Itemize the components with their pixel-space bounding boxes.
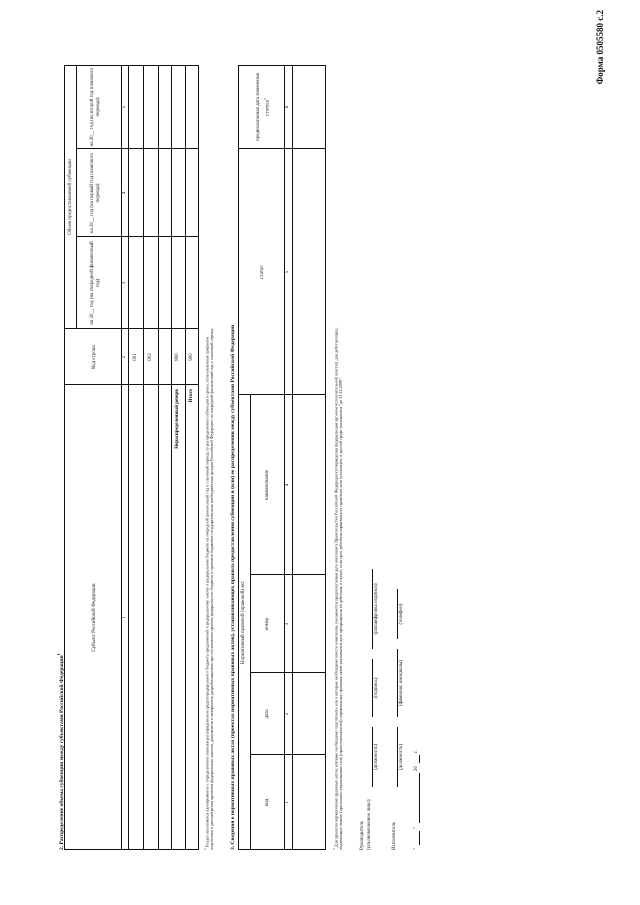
footnote-1-line2: подготовки и рассмотрения проектов федеральных законов, документов и материалов, разрабатываемых при составлении проекта федерального бюджета и проектов бюджетов государственных внебюджетных фондов Российской Федерации на очередной финансовый год и плановый период. [209, 328, 214, 850]
executor-label: Исполнитель [392, 822, 397, 850]
col-number: 6 [285, 105, 290, 109]
col-year2-header: на 20__ год (на первый год планового периода) [90, 152, 101, 234]
col-year3-header: на 20__ год (на второй год планового периода) [90, 67, 101, 147]
col-number: 5 [285, 270, 290, 274]
footnote-2-mark: 2 [332, 848, 336, 850]
col-volume-header: Объем предоставляемой субвенции [68, 159, 73, 235]
footnote-2-line2: подлежащих отмене (признанию утратившими силу (приостановлению)) нормативных правовых актов указывается дата прекращения их действия, в случае, если срок действия нормативного правового акта установлен, в данной графе указывается "до 31.12.2099". [338, 377, 343, 850]
col-status-header: статус [260, 265, 265, 279]
col-number: 3 [122, 281, 127, 285]
footnote-2-text: Для проектов нормативных правовых актов, которые необходимо подготовить или в которые необходимо внести изменения, указывается предполагаемая дата внесения в Правительство Российской Федерации (утверждения федеральным органом исполнительной власти); для действующих, [333, 327, 339, 848]
col-code-header: Код строки [92, 345, 97, 369]
head-decode-line [372, 569, 373, 649]
exec-position-caption: (должность) [399, 743, 404, 771]
head-signature-caption: (подпись) [374, 677, 379, 699]
head-signature-line [372, 659, 373, 717]
exec-fio-line [397, 649, 398, 717]
date-year-suffix: г. [414, 750, 419, 753]
row-divider [76, 65, 77, 329]
exec-position-line [397, 727, 398, 787]
col-subject-header: Субъект Российской Федерации [92, 583, 97, 652]
exec-phone-line [397, 589, 398, 639]
undistributed-label: Нераспределенный резерв [175, 389, 180, 449]
date-open-quote: " [414, 847, 419, 850]
date-month-line [419, 773, 420, 823]
col-data-header: дата [265, 709, 270, 719]
date-year-line [419, 755, 420, 763]
col-number: 1 [285, 801, 290, 804]
col-nomer-header: номер [265, 617, 270, 631]
head-label-sub: (уполномоченное лицо) [367, 799, 372, 850]
exec-phone-caption: (телефон) [399, 603, 404, 625]
exec-fio-caption: (фамилия, инициалы) [399, 659, 404, 707]
form-code: Форма 0505580 с.2 [595, 10, 605, 85]
section3-heading: 3. Сведения о нормативных правовых актах (проектах нормативных правовых актов), устанавливающих правила предоставления субвенции и (или) ее распределения между субъектами Российской Федерации [230, 324, 236, 850]
undistributed-code: 800 [175, 353, 180, 361]
date-day-line [419, 831, 420, 845]
date-year-prefix: 20 [414, 766, 419, 771]
col-date-status-footnote-mark: 2 [263, 98, 267, 101]
col-vid-header: вид [265, 798, 270, 807]
head-position-line [372, 727, 373, 787]
col-number: 5 [122, 105, 127, 109]
head-decode-caption: (расшифровка подписи) [374, 583, 379, 635]
col-date-status-header [256, 65, 272, 149]
section2-heading-text: 2. Распределение объема субвенции между субъектами Российской Федерации [58, 655, 65, 850]
total-code: 900 [189, 353, 194, 361]
row-divider [250, 395, 251, 850]
footnote-1-text: Раздел заполняется одновременно с определением главным распорядителем средств федерального бюджета предложений к федеральному закону о федеральном бюджете на очередной финансовый год и плановый период по распределению субвенции в сроки, установленные графиком [204, 337, 210, 848]
col-number: 2 [285, 712, 290, 716]
col-npa-header: Нормативный правовой (правовой) акт [241, 581, 246, 664]
col-number: 2 [122, 355, 127, 359]
col-year1-header: на 20__ год (на очередной финансовый год) [90, 241, 101, 325]
npa-data-block [292, 65, 326, 850]
date-close-quote: " [414, 826, 419, 829]
head-label: Руководитель [360, 820, 365, 850]
col-number: 1 [122, 616, 127, 619]
col-name-header: наименование [265, 469, 270, 501]
head-position-caption: (должность) [374, 743, 379, 771]
row-code: 001 [133, 353, 138, 361]
total-label: Итого [189, 389, 194, 403]
section2-heading-footnote-mark: 1 [56, 653, 61, 656]
footnote-1-mark: 1 [203, 848, 207, 850]
col-number: 4 [122, 191, 127, 195]
col-number: 4 [285, 483, 290, 487]
col-date-status-text: предполагаемая дата изменения статуса [256, 73, 271, 141]
row-code: 002 [148, 353, 153, 361]
col-number: 3 [285, 622, 290, 626]
